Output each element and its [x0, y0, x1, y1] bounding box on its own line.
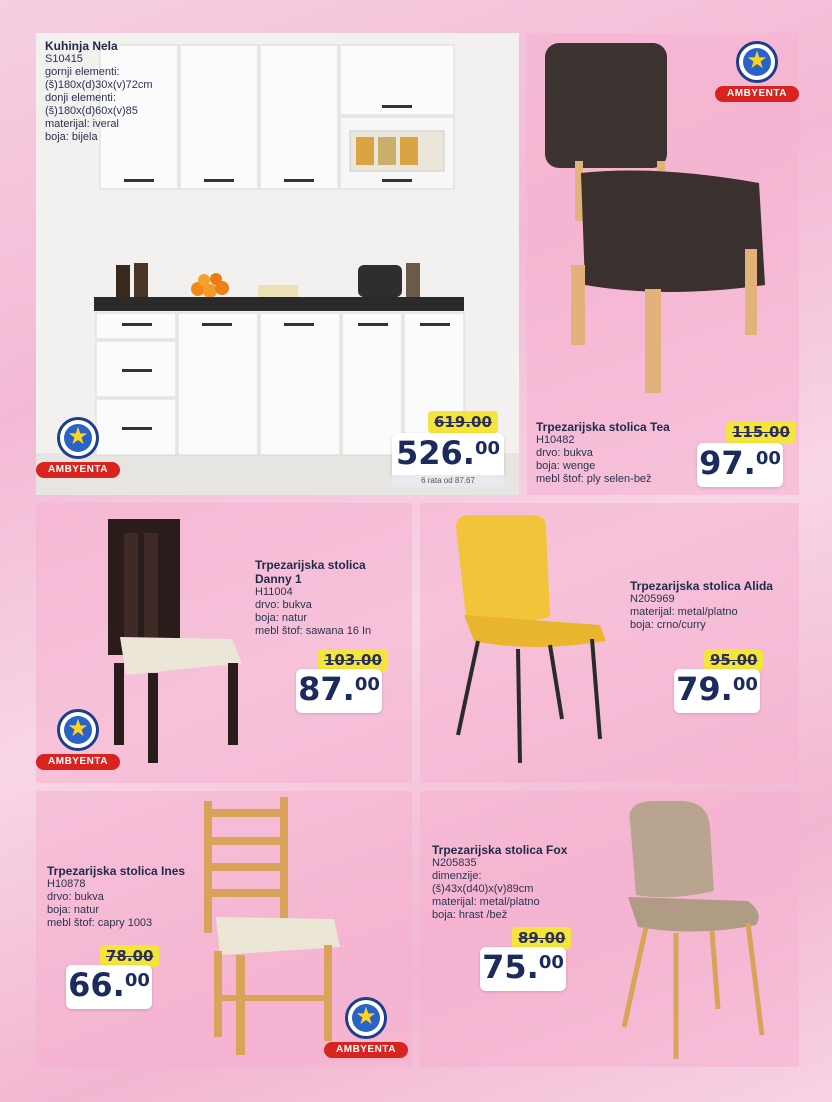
- tea-panel: [527, 33, 799, 495]
- tea-spec-1: drvo: bukva: [536, 447, 593, 459]
- tea-title: Trpezarijska stolica Tea: [536, 420, 670, 434]
- alida-code: N205969: [630, 593, 675, 605]
- ines-title: Trpezarijska stolica Ines: [47, 864, 186, 878]
- fox-spec-1: dimenzije:: [432, 870, 482, 882]
- ines-old-price: 78.00: [100, 945, 159, 967]
- kitchen-installments: 6 rata od 87.67: [392, 475, 504, 487]
- tea-old-price: 115.00: [726, 421, 796, 443]
- kitchen-old-price: 619.00: [428, 411, 498, 433]
- fox-price: [480, 947, 566, 991]
- alida-price-dec: 00: [732, 674, 758, 695]
- alida-chair-image: [450, 513, 650, 783]
- tea-code: H10482: [536, 434, 575, 446]
- ambyenta-brand-label: AMBYENTA: [36, 462, 120, 478]
- kitchen-title: Kuhinja Nela: [45, 39, 118, 53]
- danny-title: Trpezarijska stolica: [255, 558, 366, 572]
- ambyenta-logo: [324, 997, 408, 1061]
- alida-title: Trpezarijska stolica Alida: [630, 579, 773, 593]
- ambyenta-brand-label: AMBYENTA: [715, 86, 799, 102]
- kitchen-spec-4: (š)180x(d)60x(v)85: [45, 105, 138, 117]
- ines-price-int: 66.: [68, 966, 125, 1004]
- fox-title: Trpezarijska stolica Fox: [432, 843, 568, 857]
- ambyenta-logo: [36, 709, 120, 773]
- fox-spec-4: boja: hrast /bež: [432, 909, 508, 921]
- danny-spec-2: boja: natur: [255, 612, 307, 624]
- danny-spec-3: mebl štof: sawana 16 In: [255, 625, 372, 637]
- tea-spec-3: mebl štof: ply selen-bež: [536, 473, 652, 485]
- kitchen-price-dec: 00: [474, 438, 500, 459]
- tea-price-int: 97.: [699, 444, 756, 482]
- danny-title-2: Danny 1: [255, 572, 302, 586]
- ambyenta-logo: [715, 41, 799, 105]
- kitchen-price: [392, 433, 504, 479]
- kitchen-panel: [36, 33, 519, 495]
- tea-spec-2: boja: wenge: [536, 460, 596, 472]
- danny-price-int: 87.: [298, 670, 355, 708]
- danny-spec-1: drvo: bukva: [255, 599, 312, 611]
- tea-price: [697, 443, 783, 487]
- ambyenta-brand-label: AMBYENTA: [36, 754, 120, 770]
- tea-price-dec: 00: [755, 448, 781, 469]
- kitchen-code: S10415: [45, 53, 83, 65]
- danny-old-price: 103.00: [318, 649, 388, 671]
- alida-price: [674, 669, 760, 713]
- ines-spec-2: boja: natur: [47, 904, 99, 916]
- ines-spec-3: mebl štof: capry 1003: [47, 917, 153, 929]
- fox-price-dec: 00: [538, 952, 564, 973]
- kitchen-price-int: 526.: [395, 434, 475, 472]
- kitchen-spec-1: gornji elementi:: [45, 66, 120, 78]
- fox-panel: [420, 791, 799, 1067]
- star-icon: ★: [746, 47, 768, 74]
- kitchen-spec-2: (š)180x(d)30x(v)72cm: [45, 79, 153, 91]
- fox-code: N205835: [432, 857, 477, 869]
- ambyenta-brand-label: AMBYENTA: [324, 1042, 408, 1058]
- star-icon: ★: [67, 715, 89, 742]
- ines-price: [66, 965, 152, 1009]
- kitchen-spec-5: materijal: iveral: [45, 118, 119, 130]
- fox-price-int: 75.: [482, 948, 539, 986]
- ines-panel: [36, 791, 412, 1067]
- ines-spec-1: drvo: bukva: [47, 891, 104, 903]
- fox-spec-2: (š)43x(d40)x(v)89cm: [432, 883, 534, 895]
- danny-price: [296, 669, 382, 713]
- alida-spec-2: boja: crno/curry: [630, 619, 706, 631]
- alida-panel: [420, 503, 799, 783]
- ines-code: H10878: [47, 878, 86, 890]
- kitchen-spec-6: boja: bijela: [45, 131, 98, 143]
- fox-chair-image: [616, 797, 796, 1067]
- alida-old-price: 95.00: [704, 649, 763, 671]
- ambyenta-logo: [36, 417, 120, 481]
- danny-code: H11004: [255, 586, 293, 598]
- danny-panel: [36, 503, 412, 783]
- ines-price-dec: 00: [124, 970, 150, 991]
- fox-spec-3: materijal: metal/platno: [432, 896, 540, 908]
- danny-price-dec: 00: [354, 674, 380, 695]
- alida-spec-1: materijal: metal/platno: [630, 606, 738, 618]
- star-icon: ★: [67, 423, 89, 450]
- fox-old-price: 89.00: [512, 927, 571, 949]
- star-icon: ★: [355, 1003, 377, 1030]
- kitchen-spec-3: donji elementi:: [45, 92, 116, 104]
- alida-price-int: 79.: [676, 670, 733, 708]
